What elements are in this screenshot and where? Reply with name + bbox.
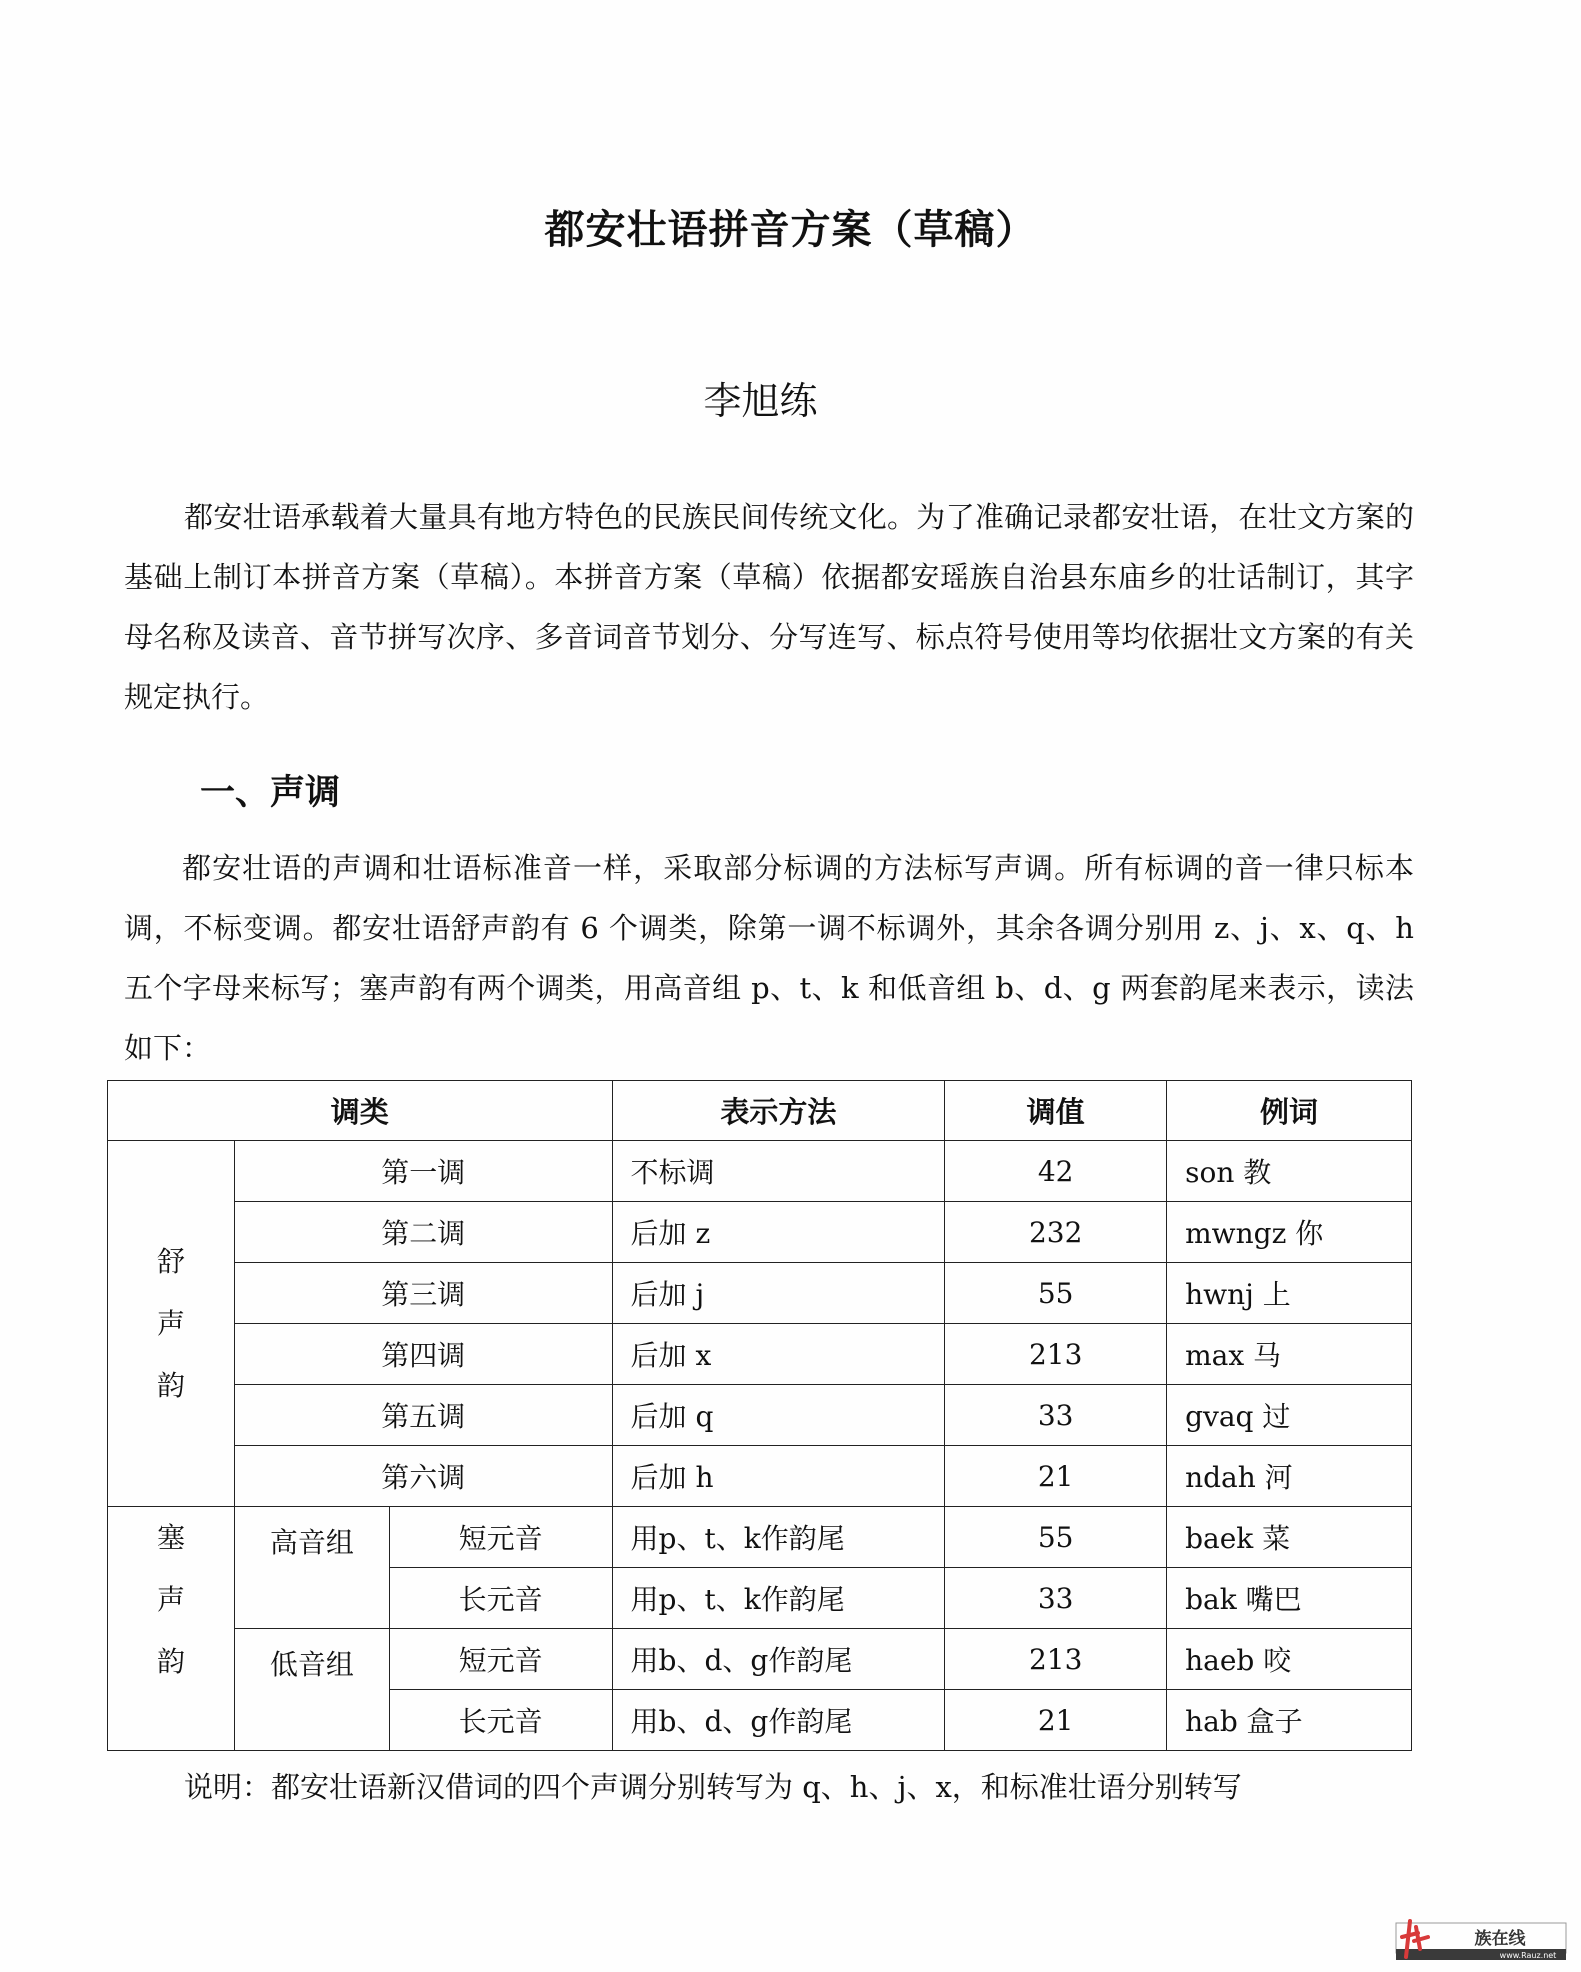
vowel-length: 短元音 [389, 1629, 612, 1690]
vowel-length: 长元音 [389, 1690, 612, 1751]
header-method: 表示方法 [612, 1081, 945, 1141]
tone-table [107, 1080, 1412, 1751]
tone-example: son 教 [1167, 1141, 1412, 1202]
tone-method: 不标调 [612, 1141, 945, 1202]
intro-paragraph: 都安壮语承载着大量具有地方特色的民族民间传统文化。为了准确记录都安壮语，在壮文方案的基础上制订本拼音方案（草稿）。本拼音方案（草稿）依据都安瑶族自治县东庙乡的壮话制订，其字母名称及读音、音节拼写次序、多音词音节划分、分写连写、标点符号使用等均依据壮文方案的有关规定执行。 [124, 500, 1414, 714]
tone-value: 213 [945, 1629, 1167, 1690]
tone-value: 42 [945, 1141, 1167, 1202]
tone-method: 用p、t、k作韵尾 [612, 1507, 945, 1568]
author-name: 李旭练 [703, 379, 818, 423]
table-row [108, 1202, 1412, 1263]
low-group-label: 低音组 [234, 1629, 389, 1751]
table-row [108, 1629, 1412, 1690]
shu-group-label [108, 1141, 235, 1507]
tone-name: 第五调 [234, 1385, 612, 1446]
section-heading: 一、声调 [200, 773, 341, 813]
table-row [108, 1324, 1412, 1385]
tone-value: 55 [945, 1507, 1167, 1568]
table-note: 说明：都安壮语新汉借词的四个声调分别转写为 q、h、j、x，和标准壮语分别转写 [184, 1770, 1242, 1804]
group-label-char: 韵 [156, 1368, 185, 1402]
site-logo-watermark [1388, 1913, 1573, 1963]
group-label-char: 韵 [156, 1645, 185, 1678]
tone-value: 213 [945, 1324, 1167, 1385]
tone-name: 第二调 [234, 1202, 612, 1263]
tone-example: max 马 [1167, 1324, 1412, 1385]
tone-name: 第一调 [234, 1141, 612, 1202]
tone-method: 后加 q [612, 1385, 945, 1446]
table-row [108, 1446, 1412, 1507]
tone-value: 33 [945, 1385, 1167, 1446]
tone-method: 后加 h [612, 1446, 945, 1507]
tone-example: haeb 咬 [1167, 1629, 1412, 1690]
sai-group-label [108, 1507, 235, 1751]
tone-method: 用b、d、g作韵尾 [612, 1690, 945, 1751]
group-label-char: 声 [156, 1583, 185, 1616]
logo-text: 族在线 [1474, 1929, 1526, 1949]
tone-example: mwngz 你 [1167, 1202, 1412, 1263]
tone-example: ndah 河 [1167, 1446, 1412, 1507]
tone-name: 第四调 [234, 1324, 612, 1385]
table-header-row [108, 1081, 1412, 1141]
table-row [108, 1141, 1412, 1202]
table-row [108, 1385, 1412, 1446]
table-row [108, 1507, 1412, 1568]
tone-example: gvaq 过 [1167, 1385, 1412, 1446]
section-paragraph: 都安壮语的声调和壮语标准音一样，采取部分标调的方法标写声调。所有标调的音一律只标本调，不标变调。都安壮语舒声韵有 6 个调类，除第一调不标调外，其余各调分别用 z、j、x、q、h 五个字母来标写；塞声韵有两个调类，用高音组 p、t、k 和低音组 b、d、g 两套韵尾来表示，读法如下： [124, 851, 1414, 1065]
tone-name: 第六调 [234, 1446, 612, 1507]
header-example: 例词 [1167, 1081, 1412, 1141]
tone-method: 后加 x [612, 1324, 945, 1385]
tone-example: baek 菜 [1167, 1507, 1412, 1568]
tone-value: 21 [945, 1446, 1167, 1507]
tone-value: 55 [945, 1263, 1167, 1324]
tone-value: 21 [945, 1690, 1167, 1751]
tone-example: hab 盒子 [1167, 1690, 1412, 1751]
header-tone-class: 调类 [108, 1081, 613, 1141]
table-row [108, 1263, 1412, 1324]
group-label-char: 舒 [156, 1244, 185, 1278]
tone-value: 33 [945, 1568, 1167, 1629]
vowel-length: 长元音 [389, 1568, 612, 1629]
tone-method: 用b、d、g作韵尾 [612, 1629, 945, 1690]
tone-name: 第三调 [234, 1263, 612, 1324]
tone-value: 232 [945, 1202, 1167, 1263]
tone-example: hwnj 上 [1167, 1263, 1412, 1324]
tone-method: 后加 j [612, 1263, 945, 1324]
tone-example: bak 嘴巴 [1167, 1568, 1412, 1629]
tone-method: 用p、t、k作韵尾 [612, 1568, 945, 1629]
tone-method: 后加 z [612, 1202, 945, 1263]
vowel-length: 短元音 [389, 1507, 612, 1568]
group-label-char: 塞 [156, 1521, 185, 1554]
logo-url: www.Rauz.net [1499, 1951, 1557, 1960]
document-title: 都安壮语拼音方案（草稿） [544, 207, 1037, 253]
group-label-char: 声 [156, 1306, 185, 1340]
high-group-label: 高音组 [234, 1507, 389, 1629]
header-tone-value: 调值 [945, 1081, 1167, 1141]
